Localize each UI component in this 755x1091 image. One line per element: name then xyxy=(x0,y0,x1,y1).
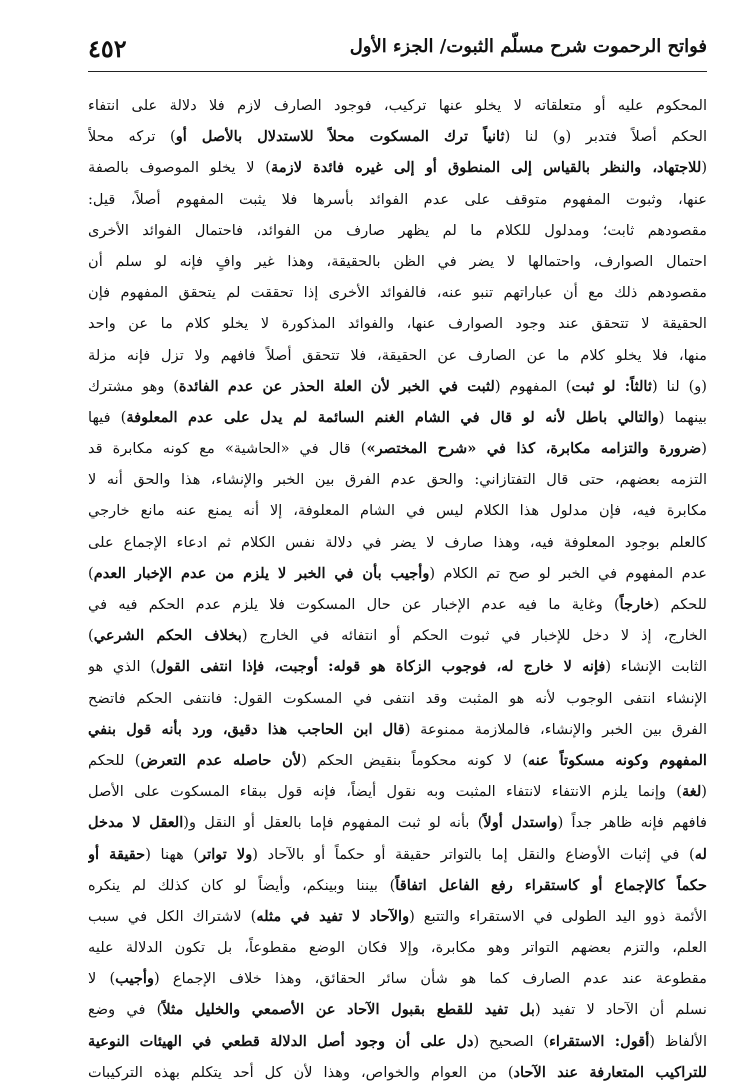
running-title: فواتح الرحموت شرح مسلّم الثبوت/ الجزء الأول xyxy=(349,36,707,57)
bold-text-segment: المفهوم وكونه مسكوتاً عنه xyxy=(527,751,707,769)
text-segment: الإنشاء انتفى الوجوب لأنه هو المثبت وقد انتفى في المسكوت القول: فانتفى الحكم فاتضح xyxy=(88,689,707,707)
text-segment: ) ههنا ( xyxy=(145,845,200,863)
text-line xyxy=(88,90,707,121)
text-line xyxy=(88,433,707,464)
text-segment: ) المفهوم ( xyxy=(494,377,572,395)
text-line xyxy=(88,776,707,807)
bold-text-segment: العقل لا مدخل xyxy=(88,814,184,832)
bold-text-segment: لثبت في الخبر لأن العلة الحذر عن عدم الفائدة xyxy=(178,377,495,395)
text-line xyxy=(88,277,707,308)
text-segment: ) فيها xyxy=(88,408,127,426)
text-segment: نسلم أن الآحاد لا تفيد ( xyxy=(534,1001,707,1019)
text-segment: عنها، وثبوت المفهوم متوقف على عدم الفوائد بأسرها فلا يثبت المفهوم أصلاً، قيل: xyxy=(88,190,707,208)
bold-text-segment: دل على أن وجود أصل الدلالة قطعي في الهيئات النوعية xyxy=(88,1032,474,1050)
bold-text-segment: لغة xyxy=(681,783,702,801)
text-line xyxy=(88,651,707,682)
text-segment: الخارج، إذ لا دخل للإخبار في ثبوت الحكم أو انتفائه في الخارج ( xyxy=(241,627,707,645)
text-line xyxy=(88,527,707,558)
text-line xyxy=(88,620,707,651)
text-segment: ) بأنه لو ثبت المفهوم فإما بالعقل أو النقل و( xyxy=(183,814,484,832)
header-rule xyxy=(88,71,707,72)
text-segment: ) xyxy=(88,627,94,645)
text-segment: ( xyxy=(701,440,707,458)
bold-text-segment: بل تفيد للقطع بقبول الآحاد عن الأصمعي والخليل مثلاً xyxy=(162,1001,535,1019)
bold-text-segment: للاجتهاد، والنظر بالقياس إلى المنطوق أو إلى غيره فائدة لازمة xyxy=(271,159,702,177)
page-header xyxy=(88,34,707,68)
text-line xyxy=(88,589,707,620)
text-segment: ) لا يخلو الموصوف بالصفة xyxy=(88,159,271,177)
text-segment: الفرق بين الخبر والإنشاء، فالملازمة ممنوعة ( xyxy=(404,720,707,738)
text-segment: احتمال الصوارف، واحتمالها لا يضر في الظن بالحقيقة، وهذا غير وافٍ فإنه لو سلم أن xyxy=(88,252,707,270)
bold-text-segment: والآحاد لا تفيد في مثله xyxy=(256,907,410,925)
body-text xyxy=(88,90,707,1088)
bold-text-segment: بخلاف الحكم الشرعي xyxy=(93,627,242,645)
text-segment: ) وغاية ما فيه عدم الإخبار عن حال المسكوت فلا يلزم عدم الحكم فيه في xyxy=(88,596,620,613)
bold-text-segment: حقيقة أو xyxy=(88,845,146,863)
bold-text-segment: لأن حاصله عدم التعرض xyxy=(140,751,302,769)
bold-text-segment: قال ابن الحاجب هذا دقيق، ورد بأنه قول بنفي xyxy=(88,720,405,738)
bold-text-segment: ضرورة والتزامه مكابرة، كذا في «شرح المختصر» xyxy=(366,440,702,458)
bold-text-segment: له xyxy=(694,845,707,863)
bold-text-segment: أقول: الاستقراء xyxy=(549,1032,650,1050)
text-segment: كالعلم بوجود المعلوفة فيه، وهذا صارف لا يضر في دلالة نفس الكلام ثم ادعاء الإجماع على xyxy=(88,533,707,551)
text-line xyxy=(88,184,707,215)
text-line xyxy=(88,932,707,963)
text-line xyxy=(88,963,707,994)
text-line xyxy=(88,839,707,870)
text-segment: ) وإنما يلزم الانتفاء لانتفاء المثبت وبه نقول أيضاً، فإنه قول ببقاء المسكوت على الأصل xyxy=(88,783,682,801)
bold-text-segment: ثالثاً: لو ثبت xyxy=(571,377,652,395)
bold-text-segment: ثانياً ترك المسكوت محلاً للاستدلال بالأصل أو xyxy=(175,128,505,146)
text-segment: الألفاظ ( xyxy=(649,1032,707,1050)
text-segment: مقصودهم ذلك مع أن عباراتهم تنبو عنه، فالفوائد الأخرى إذا تحققت لم يتحقق المفهوم فإن xyxy=(88,284,707,302)
text-segment: الحكم أصلاً فتدبر (و) لنا ( xyxy=(504,128,707,146)
text-segment: مقصودهم ثابت؛ ومدلول للكلام ما لم يظهر صارف من الفوائد، فاحتمال الفوائد الأخرى xyxy=(88,221,707,239)
text-segment: ) لا xyxy=(88,970,116,988)
text-segment: عدم المفهوم في الخبر لو صح تم الكلام ( xyxy=(429,564,707,582)
text-segment: ) وهو مشترك xyxy=(88,377,179,395)
bold-text-segment: للتراكيب المتعارفة عند الآحاد xyxy=(513,1063,707,1081)
text-segment: العلم، والتزم بعضهم التواتر وهو مكابرة، وإلا فكان الوضع مقطوعاً، بل تكون الدلالة عليه xyxy=(88,939,707,957)
text-segment: ) من العوام والخواص، وهذا لأن كل أحد يتكلم بهذه التركيبات xyxy=(88,1063,514,1081)
text-line xyxy=(88,745,707,776)
page-number: ٤٥٢ xyxy=(88,34,127,63)
bold-text-segment: وأجيب xyxy=(115,970,155,988)
text-line xyxy=(88,994,707,1025)
text-line xyxy=(88,1057,707,1088)
text-segment: ) الذي هو xyxy=(88,658,156,676)
text-segment: الحقيقة لا تتحقق عند وجود الصوارف عنها، والفوائد المذكورة لا يخلو كلام ما عن واحد xyxy=(88,315,707,333)
text-segment: ) في إثبات الأوضاع والنقل إما بالتواتر حقيقة أو حكماً أو بالآحاد ( xyxy=(252,845,695,863)
bold-text-segment: فإنه لا خارج له، فوجوب الزكاة هو قوله: أوجبت، فإذا انتفى القول xyxy=(155,658,606,676)
bold-text-segment: واستدل أولاً xyxy=(483,814,558,832)
text-line xyxy=(88,308,707,339)
text-line xyxy=(88,714,707,745)
text-segment: ) قال في «الحاشية» مع كونه مكابرة قد xyxy=(88,440,367,458)
text-line xyxy=(88,340,707,371)
text-segment: مقطوعة عند عدم الصارف كما هو شأن سائر الحقائق، وهذا خلاف الإجماع ( xyxy=(154,970,707,988)
text-segment: الأئمة ذوو اليد الطولى في الاستقراء والتتبع ( xyxy=(409,907,707,925)
text-segment: فافهم فإنه ظاهر جداً ( xyxy=(557,814,707,832)
text-segment: (و) لنا ( xyxy=(651,377,707,395)
bold-text-segment: ولا تواتر xyxy=(199,845,253,863)
text-line xyxy=(88,246,707,277)
bold-text-segment: وأجيب بأن في الخبر لا يلزم من عدم الإخبار العدم xyxy=(93,564,430,582)
text-segment: ) xyxy=(88,564,94,582)
text-segment: للحكم ( xyxy=(653,596,707,613)
text-segment: التزمه بعضهم، حتى قال التفتازاني: والحق عدم الفرق بين الخبر والإنشاء، هذا والحق أنه لا xyxy=(88,471,707,489)
text-segment: منها، فلا يخلو كلام ما عن الصارف عن الحقيقة، فلا تتحقق أصلاً فافهم ولا تزل فإنه مزلة xyxy=(88,346,707,364)
text-segment: ) لاشتراك الكل في سبب xyxy=(88,907,257,925)
text-segment: ) لا كونه محكوماً بنقيض الحكم ( xyxy=(301,751,528,769)
text-segment: ) بيننا وبينكم، وأيضاً لو كان كذلك لم ينكره xyxy=(88,876,396,894)
text-line xyxy=(88,402,707,433)
text-segment: ) تركه محلاً xyxy=(88,128,176,146)
bold-text-segment: حكماً كالإجماع أو كاستقراء رفع الفاعل اتفاقاً xyxy=(395,876,707,894)
bold-text-segment: والتالي باطل لأنه لو قال في الشام الغنم السائمة لم يدل على عدم المعلوفة xyxy=(126,408,659,426)
text-line xyxy=(88,152,707,183)
text-line xyxy=(88,371,707,402)
text-segment: المحكوم عليه أو متعلقاته لا يخلو عنها تركيب، فوجود الصارف لازم فلا دلالة على انتفاء xyxy=(88,97,707,114)
text-line xyxy=(88,807,707,838)
text-line xyxy=(88,683,707,714)
text-segment: مكابرة فيه، فإن مدلول هذا الكلام ليس في الشام المعلوفة، إلا أنه يمنع عنه مانع خارجي xyxy=(88,502,707,520)
text-line xyxy=(88,495,707,526)
text-segment: ( xyxy=(701,159,707,177)
text-segment: ) في وضع xyxy=(88,1001,163,1019)
text-line xyxy=(88,1026,707,1057)
text-segment: بينهما ( xyxy=(658,408,707,426)
text-line xyxy=(88,464,707,495)
text-line xyxy=(88,901,707,932)
text-segment: ) للحكم xyxy=(88,751,141,769)
text-line xyxy=(88,215,707,246)
bold-text-segment: خارجاً xyxy=(619,596,654,613)
text-line xyxy=(88,558,707,589)
text-segment: ) الصحيح ( xyxy=(473,1032,550,1050)
text-line xyxy=(88,870,707,901)
text-line xyxy=(88,121,707,152)
text-segment: الثابت الإنشاء ( xyxy=(605,658,707,676)
text-segment: ( xyxy=(701,783,707,801)
